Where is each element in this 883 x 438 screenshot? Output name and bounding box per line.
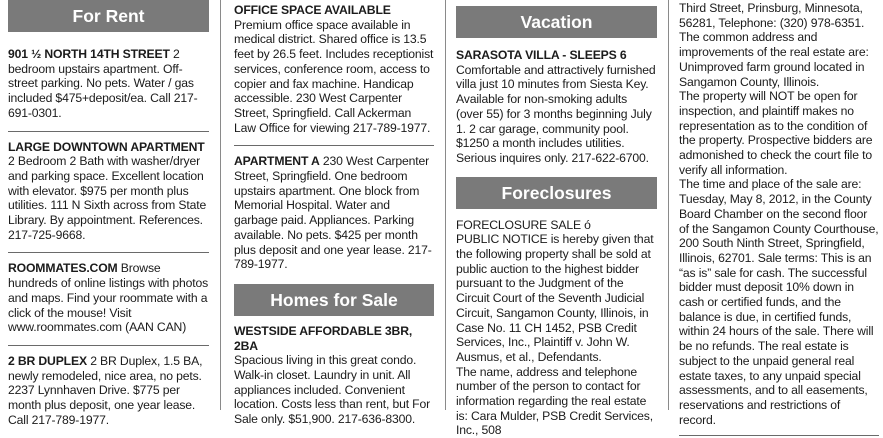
rent-ad-downtown-apartment (8, 140, 209, 243)
ad-divider (679, 435, 879, 436)
rent-ad-2br-duplex (8, 354, 209, 428)
ad-title: APARTMENT A (234, 154, 320, 169)
foreclosure-notice (456, 218, 657, 365)
ad-title: 901 ½ NORTH 14TH STREET (8, 47, 170, 61)
rent-ad-office-space (234, 3, 434, 135)
notice-contact-continued: Third Street, Prinsburg, Minnesota, 56281, Telephone: (320) 978-6351. (679, 1, 865, 30)
notice-title: FORECLOSURE SALE ó (456, 217, 591, 232)
rent-ad-901-north (8, 47, 209, 121)
notice-sale-terms: The time and place of the sale are: Tuesday, May 8, 2012, in the County Board Chamber on the second floor of the Sangamon County Courthouse, 200 South Ninth Street, Springfield, Illinois, 62701. Sale terms: This is an “as is” sale for cash. The successful bidder must deposit 10% down in cash or certified funds, and the balance is due, in certified funds, within 24 hours of the sale. There will be no refunds. The real estate is subject to the unpaid general real estate taxes, to any unpaid special assessments, and to all easements, reservations and restrictions of record. (679, 177, 879, 427)
column-rule (220, 0, 221, 410)
notice-body: PUBLIC NOTICE is hereby given that the following property shall be sold at public auction to the highest bidder pursuant to the Judgment of the Circuit Court of the Seventh Judicial Circuit, Sangamon County, Illinois, in Case No. 11 CH 1452, PSB Credit Services, Inc., Plaintiff v. John W. Ausmus, et al., Defendants. (456, 232, 654, 364)
ad-body: 2 bedroom upstairs apartment. Off-street parking. No pets. Water / gas included $475+deposit/ea. Call 217-691-0301. (8, 47, 198, 120)
ad-body: 2 BR Duplex, 1.5 BA, newly remodeled, nice area, no pets. 2237 Lynnhaven Drive. $775 per month plus deposit, one year lease. Call 217-789-1977. (8, 353, 203, 427)
vacation-and-foreclosures-column (456, 0, 657, 438)
ad-title: SARASOTA VILLA - SLEEPS 6 (456, 48, 627, 62)
ad-title: WESTSIDE AFFORDABLE 3BR, 2BA (234, 323, 413, 353)
ad-body: Premium office space available in medical district. Shared office is 13.5 feet by 26.5 feet. Includes receptionist services, conference room, access to copier and fax machine. Handicap accessible. 230 West Carpenter Street, Springfield. Call Ackerman Law Office for viewing 217-789-1977. (234, 17, 434, 135)
ad-title: OFFICE SPACE AVAILABLE (234, 3, 391, 17)
ad-title: ROOMMATES.COM (8, 261, 118, 276)
column-rule (445, 0, 446, 410)
foreclosure-continued-column (679, 0, 879, 427)
homes-for-sale-header: Homes for Sale (234, 284, 434, 316)
office-and-homes-column (234, 0, 434, 427)
ad-body: Spacious living in this great condo. Walk-in closet. Laundry in unit. All appliances included. Convenient location. Costs less than rent, but For Sale only. $51,900. 217-636-8300. (234, 353, 431, 427)
ad-body: Browse hundreds of online listings with photos and maps. Find your roommate with a click of the mouse! Visit www.roommates.com (AAN CAN) (8, 261, 209, 335)
foreclosures-header: Foreclosures (456, 177, 657, 209)
vacation-ad-sarasota (456, 48, 657, 166)
for-rent-column (8, 0, 209, 427)
ad-body: 230 West Carpenter Street, Springfield. One bedroom upstairs apartment. One block from Memorial Hospital. Water and garbage paid. Appliances. Parking available. No pets. $425 per month plus deposit and one year lease. 217-789-1977. (234, 154, 432, 272)
notice-contact-paragraph: The name, address and telephone number of the person to contact for information regarding the real estate is: Cara Mulder, PSB Credit Services, Inc., 508 (456, 364, 653, 438)
for-rent-header: For Rent (8, 0, 209, 32)
ad-body: Comfortable and attractively furnished villa just 10 minutes from Siesta Key. Available for non-smoking adults (over 55) for 3 months beginning July 1. 2 car garage, community pool. $1250 a month includes utilities. Serious inquires only. 217-622-6700. (456, 62, 656, 165)
ad-title: 2 BR DUPLEX (8, 353, 87, 368)
rent-ad-roommates (8, 261, 209, 335)
ad-title: LARGE DOWNTOWN APARTMENT (8, 139, 205, 154)
notice-property-description: The common address and improvements of the real estate are: Unimproved farm ground located in Sangamon County, Illinois. (679, 30, 869, 89)
column-rule (668, 0, 669, 410)
ad-body: 2 Bedroom 2 Bath with washer/dryer and parking space. Excellent location with elevator. $975 per month plus utilities. 111 N Sixth across from State Library. By appointment. References. 217-725-9668. (8, 154, 207, 242)
rent-ad-apartment-a (234, 154, 434, 272)
vacation-header: Vacation (456, 6, 657, 38)
sale-ad-westside (234, 324, 434, 427)
notice-inspection-terms: The property will NOT be open for inspection, and plaintiff makes no representation as to the condition of the property. Prospective bidders are admonished to check the court file to verify all information. (679, 89, 873, 177)
